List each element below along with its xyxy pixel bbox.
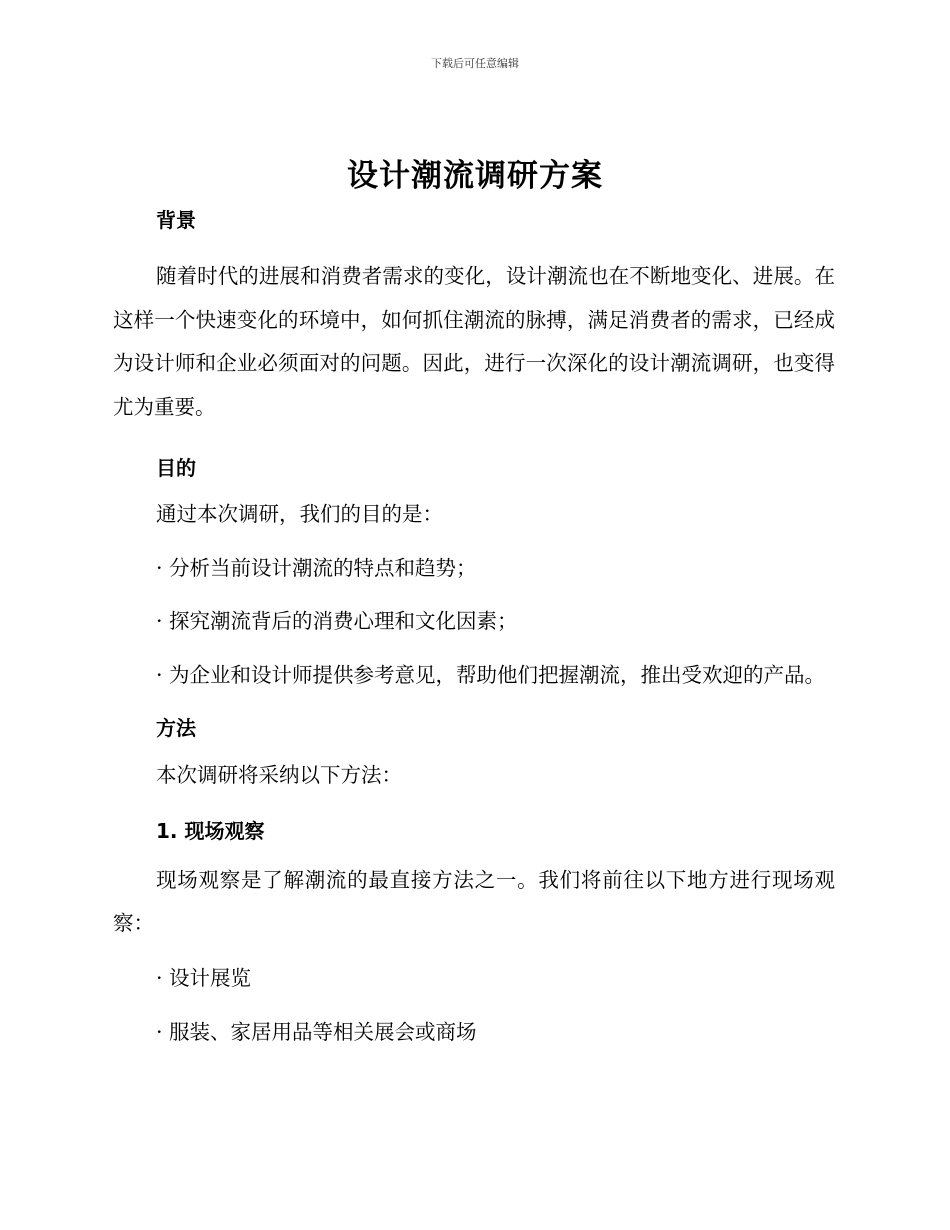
field-observation-paragraph: 现场观察是了解潮流的最直接方法之一。我们将前往以下地方进行现场观察： (113, 867, 835, 935)
method-intro: 本次调研将采纳以下方法： (156, 763, 402, 787)
goal-list-item: · 分析当前设计潮流的特点和趋势； (156, 555, 477, 580)
document-title: 设计潮流调研方案 (347, 158, 603, 194)
goal-intro: 通过本次调研，我们的目的是： (156, 502, 443, 526)
section-heading-method: 方法 (156, 716, 196, 740)
observation-list-item: · 服装、家居用品等相关展会或商场 (156, 1020, 477, 1044)
background-paragraph: 随着时代的进展和消费者需求的变化，设计潮流也在不断地变化、进展。在这样一个快速变化的环境中，如何抓住潮流的脉搏，满足消费者的需求，已经成为设计师和企业必须面对的问题。因此，进行一次深化的设计潮流调研，也变得尤为重要。 (113, 264, 835, 419)
section-heading-background: 背景 (156, 208, 196, 232)
goal-list-item: · 探究潮流背后的消费心理和文化因素； (156, 609, 518, 633)
section-heading-goal: 目的 (156, 456, 196, 480)
subsection-heading-field-observation: 1. 现场观察 (156, 818, 265, 843)
page-header-note: 下载后可任意编辑 (431, 57, 519, 70)
document-body (113, 205, 835, 1055)
observation-list-item: · 设计展览 (156, 965, 252, 990)
goal-list-item: · 为企业和设计师提供参考意见，帮助他们把握潮流，推出受欢迎的产品。 (156, 662, 826, 687)
